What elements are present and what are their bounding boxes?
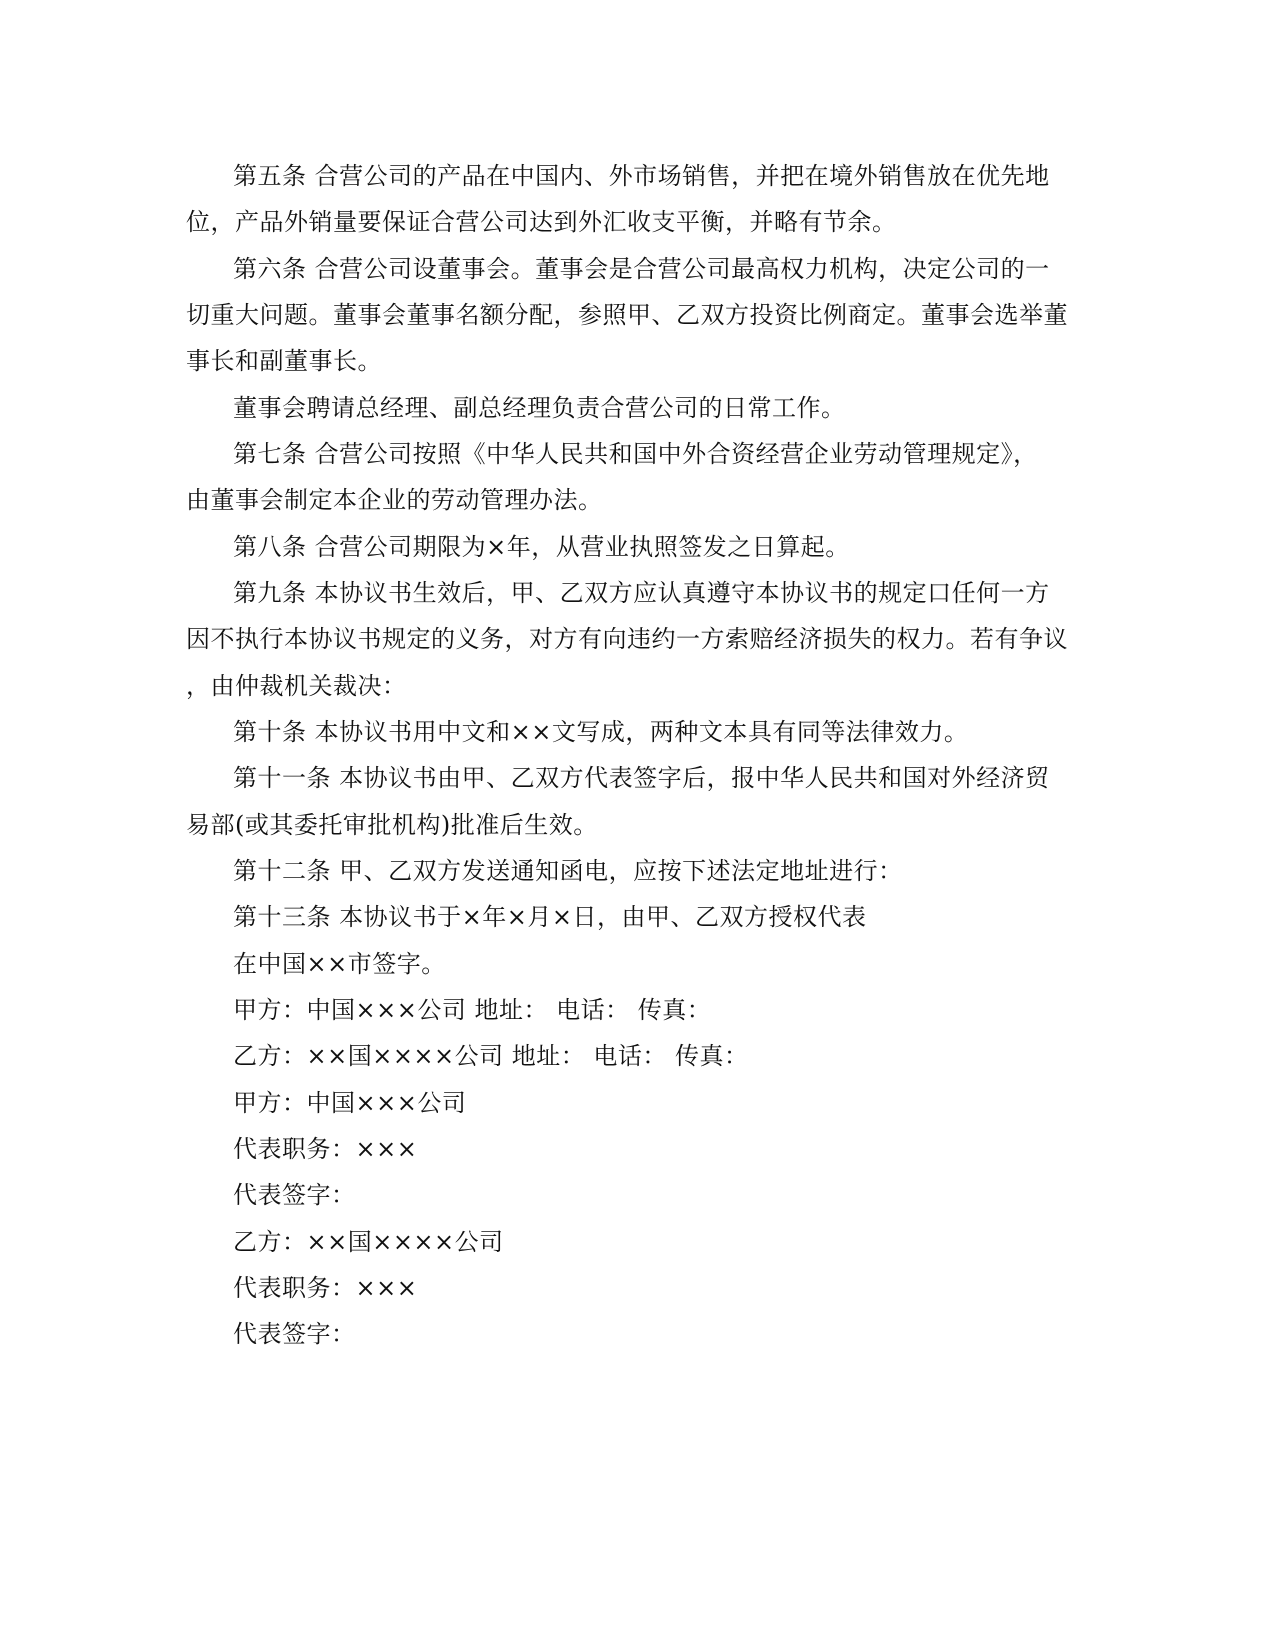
- article-13-line-2: 在中国××市签字。: [233, 950, 446, 978]
- article-5-line-1: 第五条 合营公司的产品在中国内、外市场销售，并把在境外销售放在优先地: [233, 162, 1050, 190]
- article-6-line-2: 切重大问题。董事会董事名额分配，参照甲、乙双方投资比例商定。董事会选举董: [186, 301, 1068, 329]
- article-13-line-1: 第十三条 本协议书于×年×月×日，由甲、乙双方授权代表: [233, 903, 867, 931]
- party-b-rep-signature: 代表签字：: [233, 1320, 356, 1348]
- article-9-line-2: 因不执行本协议书规定的义务，对方有向违约一方索赔经济损失的权力。若有争议: [186, 625, 1068, 653]
- party-a-name: 甲方：中国×××公司: [233, 1089, 467, 1117]
- article-6-paragraph-2: 董事会聘请总经理、副总经理负责合营公司的日常工作。: [233, 394, 846, 422]
- article-6-line-1: 第六条 合营公司设董事会。董事会是合营公司最高权力机构，决定公司的一: [233, 255, 1050, 283]
- party-a-rep-title: 代表职务：×××: [233, 1135, 418, 1163]
- party-b-address-line: 乙方：××国××××公司 地址： 电话： 传真：: [233, 1042, 749, 1070]
- article-7-line-1: 第七条 合营公司按照《中华人民共和国中外合资经营企业劳动管理规定》，: [233, 440, 1038, 468]
- article-11-line-2: 易部(或其委托审批机构)批准后生效。: [186, 811, 598, 839]
- article-5-line-2: 位，产品外销量要保证合营公司达到外汇收支平衡，并略有节余。: [186, 208, 897, 236]
- article-9-line-1: 第九条 本协议书生效后，甲、乙双方应认真遵守本协议书的规定口任何一方: [233, 579, 1050, 607]
- article-8-line: 第八条 合营公司期限为×年，从营业执照签发之日算起。: [233, 533, 850, 561]
- party-b-rep-title: 代表职务：×××: [233, 1274, 418, 1302]
- article-11-line-1: 第十一条 本协议书由甲、乙双方代表签字后，报中华人民共和国对外经济贸: [233, 764, 1050, 792]
- article-6-line-3: 事长和副董事长。: [186, 347, 382, 375]
- article-7-line-2: 由董事会制定本企业的劳动管理办法。: [186, 486, 603, 514]
- party-b-name: 乙方：××国××××公司: [233, 1228, 504, 1256]
- party-a-address-line: 甲方：中国×××公司 地址： 电话： 传真：: [233, 996, 712, 1024]
- article-9-line-3: ，由仲裁机关裁决：: [186, 672, 407, 700]
- article-12-line: 第十二条 甲、乙双方发送通知函电，应按下述法定地址进行：: [233, 857, 903, 885]
- party-a-rep-signature: 代表签字：: [233, 1181, 356, 1209]
- article-10-line: 第十条 本协议书用中文和××文写成，两种文本具有同等法律效力。: [233, 718, 969, 746]
